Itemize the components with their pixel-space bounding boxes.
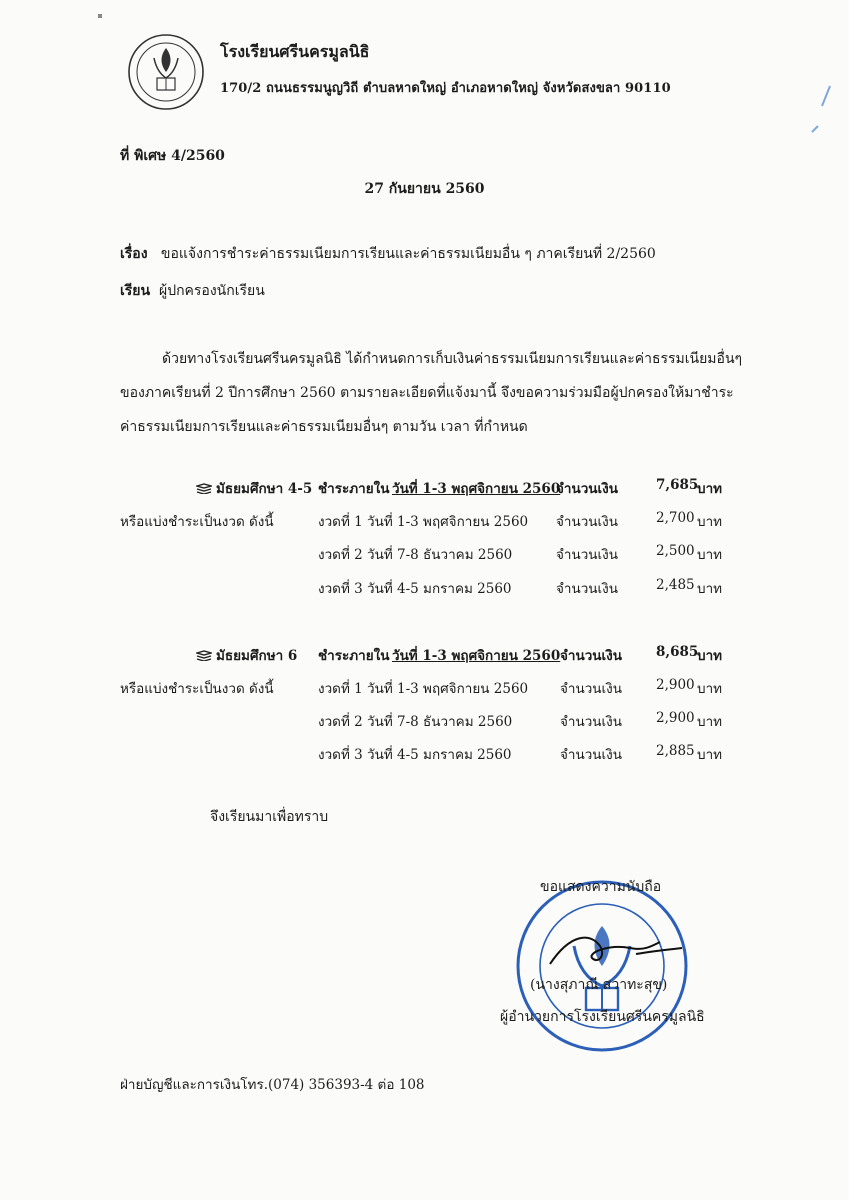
installment-label: งวดที่ 1 วันที่ 1-3 พฤศจิกายน 2560 (318, 514, 529, 530)
letter-subject (120, 243, 656, 265)
installment-amount: 2,485 (656, 577, 695, 593)
fee-amount-label: จำนวนเงิน (556, 481, 618, 497)
salutation-label: เรียน (120, 283, 151, 299)
fee-amount-label: จำนวนเงิน (560, 648, 622, 664)
letter-body (120, 342, 743, 444)
installment-label: งวดที่ 2 วันที่ 7-8 ธันวาคม 2560 (318, 547, 513, 563)
fee-level: มัธยมศึกษา 4-5 (196, 477, 312, 499)
school-logo (126, 32, 206, 112)
subject-text: ขอแจ้งการชำระค่าธรรมเนียมการเรียนและค่าธรรมเนียมอื่น ๆ ภาคเรียนที่ 2/2560 (160, 246, 656, 262)
fee-deadline: วันที่ 1-3 พฤศจิกายน 2560 (392, 648, 561, 664)
installment-unit: บาท (697, 581, 723, 597)
scan-mark (808, 82, 836, 136)
fee-pay-label: ชำระภายใน (318, 648, 390, 664)
fee-total: 8,685 (656, 644, 699, 660)
books-icon (196, 650, 212, 661)
installment-intro: หรือแบ่งชำระเป็นงวด ดังนี้ (120, 514, 274, 530)
signature-name: (นางสุภาณี สวาทะสุข) (530, 977, 668, 993)
closing-text: จึงเรียนมาเพื่อทราบ (210, 809, 329, 825)
letter-date: 27 กันยายน 2560 (364, 181, 485, 197)
installment-label: งวดที่ 3 วันที่ 4-5 มกราคม 2560 (318, 747, 512, 763)
installment-unit: บาท (697, 747, 723, 763)
subject-label: เรื่อง (120, 246, 148, 262)
fee-unit: บาท (697, 648, 723, 664)
body-line: ด้วยทางโรงเรียนศรีนครมูลนิธิ ได้กำหนดการเก็บเงินค่าธรรมเนียมการเรียนและค่าธรรมเนียมอื่นๆ (162, 351, 743, 367)
installment-amount-label: จำนวนเงิน (556, 581, 618, 597)
footer-contact: ฝ่ายบัญชีและการเงินโทร.(074) 356393-4 ต่อ 108 (120, 1077, 425, 1093)
fee-total: 7,685 (656, 477, 699, 493)
installment-amount-label: จำนวนเงิน (560, 714, 622, 730)
books-icon (196, 483, 212, 494)
fee-unit: บาท (697, 481, 723, 497)
installment-amount-label: จำนวนเงิน (560, 747, 622, 763)
installment-label: งวดที่ 3 วันที่ 4-5 มกราคม 2560 (318, 581, 512, 597)
installment-amount: 2,885 (656, 743, 695, 759)
installment-amount-label: จำนวนเงิน (556, 514, 618, 530)
letter-salutation (120, 280, 265, 302)
salutation-text: ผู้ปกครองนักเรียน (158, 283, 265, 299)
installment-amount: 2,500 (656, 543, 695, 559)
installment-amount-label: จำนวนเงิน (560, 681, 622, 697)
installment-intro: หรือแบ่งชำระเป็นงวด ดังนี้ (120, 681, 274, 697)
installment-amount: 2,700 (656, 510, 695, 526)
installment-label: งวดที่ 2 วันที่ 7-8 ธันวาคม 2560 (318, 714, 513, 730)
installment-amount: 2,900 (656, 677, 695, 693)
body-line: ค่าธรรมเนียมการเรียนและค่าธรรมเนียมอื่นๆ ตามวัน เวลา ที่กำหนด (120, 419, 528, 435)
fee-deadline: วันที่ 1-3 พฤศจิกายน 2560 (392, 481, 561, 497)
scan-dot (98, 14, 102, 18)
installment-amount-label: จำนวนเงิน (556, 547, 618, 563)
fee-level: มัธยมศึกษา 6 (196, 644, 297, 666)
letter-reference: ที่ พิเศษ 4/2560 (120, 148, 225, 164)
installment-label: งวดที่ 1 วันที่ 1-3 พฤศจิกายน 2560 (318, 681, 529, 697)
school-name: โรงเรียนศรีนครมูลนิธิ (220, 42, 370, 61)
school-address: 170/2 ถนนธรรมนูญวิถี ตำบลหาดใหญ่ อำเภอหาดใหญ่ จังหวัดสงขลา 90110 (220, 81, 671, 96)
body-line: ของภาคเรียนที่ 2 ปีการศึกษา 2560 ตามรายละเอียดที่แจ้งมานี้ จึงขอความร่วมมือผู้ปกครองให้มาชำระ (120, 385, 734, 401)
installment-amount: 2,900 (656, 710, 695, 726)
signature-title: ผู้อำนวยการโรงเรียนศรีนครมูลนิธิ (500, 1009, 705, 1025)
handwritten-signature (540, 924, 690, 974)
installment-unit: บาท (697, 681, 723, 697)
signature-regards: ขอแสดงความนับถือ (540, 879, 662, 895)
installment-unit: บาท (697, 547, 723, 563)
installment-unit: บาท (697, 514, 723, 530)
fee-pay-label: ชำระภายใน (318, 481, 390, 497)
installment-unit: บาท (697, 714, 723, 730)
